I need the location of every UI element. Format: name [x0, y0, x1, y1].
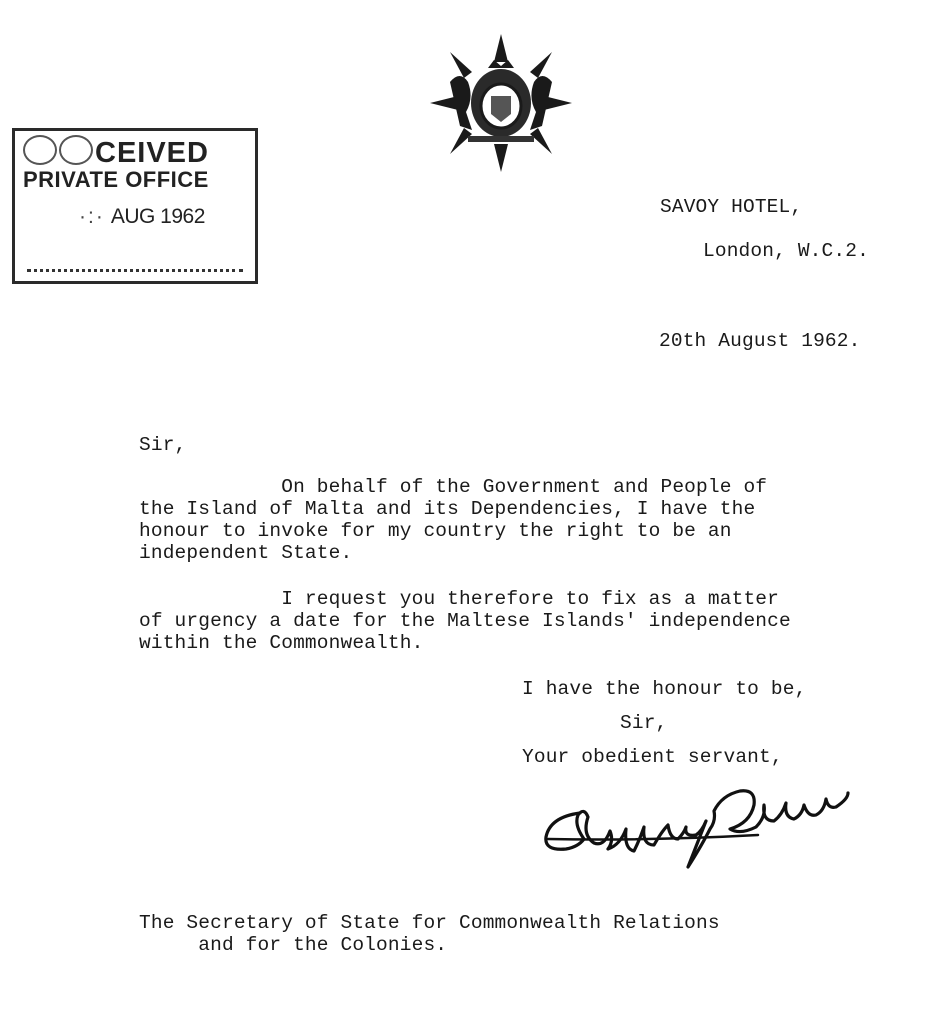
- stamp-office-text: PRIVATE OFFICE: [23, 167, 209, 192]
- received-stamp: [12, 128, 258, 284]
- letterhead-city: London, W.C.2.: [703, 240, 869, 262]
- royal-crest-icon: [428, 32, 574, 174]
- handwritten-signature: [540, 785, 885, 870]
- letterhead-hotel: SAVOY HOTEL,: [660, 196, 803, 218]
- salutation: Sir,: [139, 434, 187, 456]
- addressee-block: The Secretary of State for Commonwealth Relations and for the Colonies.: [139, 912, 720, 956]
- body-paragraph-1: On behalf of the Government and People of the Island of Malta and its Dependencies, I have the honour to invoke for my country the right to be an independent State.: [139, 476, 768, 564]
- body-paragraph-2: I request you therefore to fix as a matter of urgency a date for the Maltese Islands' independence within the Commonwealth.: [139, 588, 791, 654]
- closing-line-3: Your obedient servant,: [522, 746, 783, 768]
- stamp-date: ·:· AUG 1962: [79, 205, 205, 228]
- closing-line-1: I have the honour to be,: [522, 678, 807, 700]
- stamp-received-text: CEIVED: [23, 135, 209, 170]
- letter-date: 20th August 1962.: [659, 330, 861, 352]
- closing-line-2: Sir,: [620, 712, 668, 734]
- stamp-dotted-line: [27, 269, 243, 272]
